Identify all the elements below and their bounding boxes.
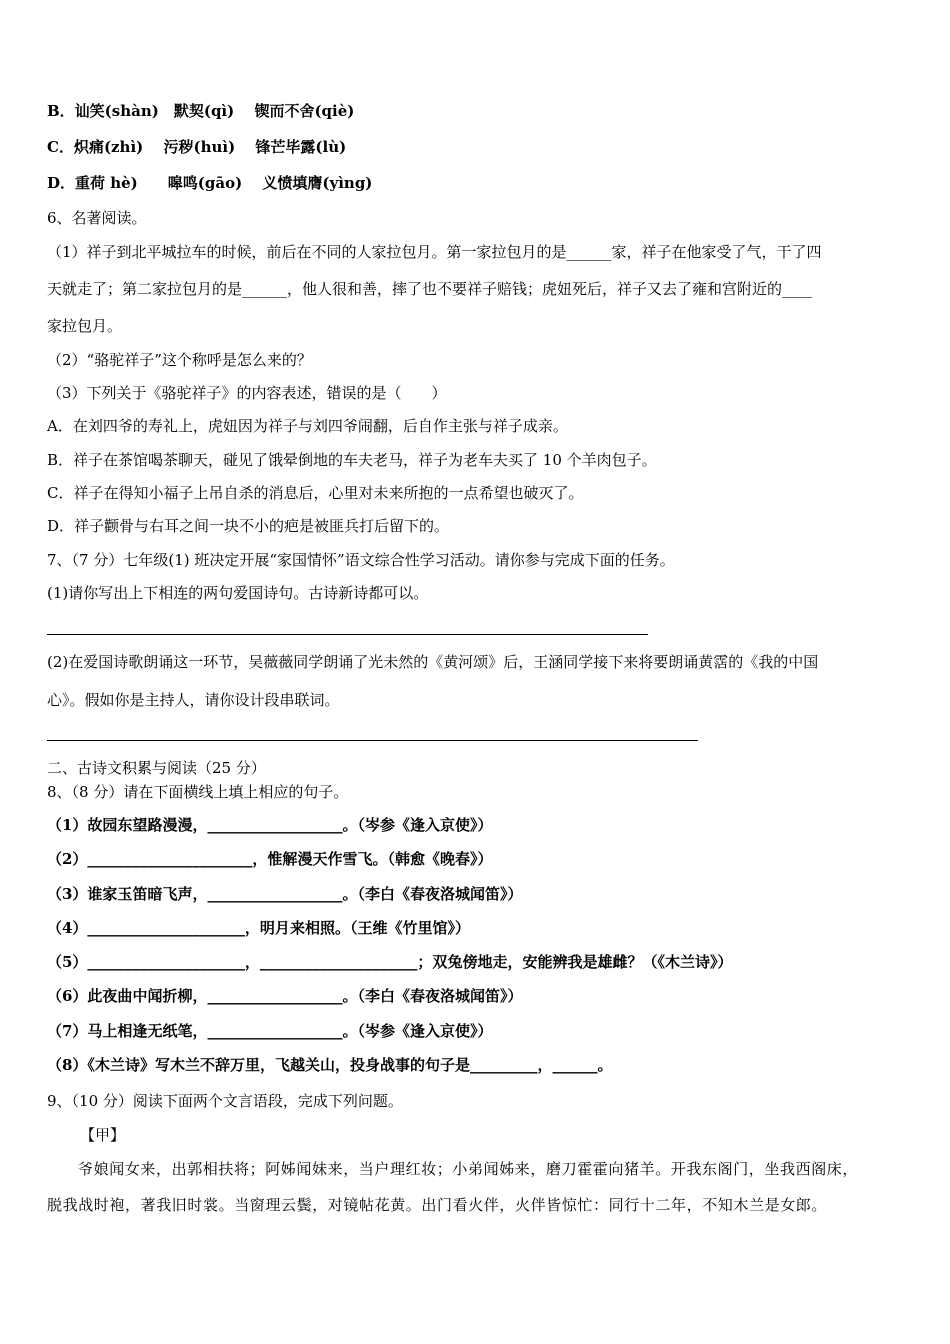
question-6-option-b: B．祥子在茶馆喝茶聊天，碰见了饿晕倒地的车夫老马，祥子为老车夫买了 10 个羊肉包子。	[47, 451, 657, 469]
question-6-part-1-line-1: （1）祥子到北平城拉车的时候，前后在不同的人家拉包月。第一家拉包月的是______家，祥子在他家受了气，干了四	[47, 243, 822, 261]
question-6-part-2: （2）“骆驼祥子”这个称呼是怎么来的？	[47, 351, 312, 369]
question-7-part-2-line-1: (2)在爱国诗歌朗诵这一环节，吴薇薇同学朗诵了光未然的《黄河颂》后，王涵同学接下来将要朗诵黄霑的《我的中国	[47, 653, 819, 671]
question-8-item-4: （4）_____________________，明月来相照。（王维《竹里馆》）	[47, 919, 470, 937]
question-8-item-5: （5）_____________________，_____________________；双兔傍地走，安能辨我是雄雌？（《木兰诗》）	[47, 953, 733, 971]
question-8-item-7: （7）马上相逢无纸笔，__________________。（岑参《逢入京使》）	[47, 1022, 493, 1040]
question-6-title: 6、名著阅读。	[47, 209, 147, 227]
question-7-part-2-line-2: 心》。假如你是主持人，请你设计段串联词。	[47, 691, 340, 709]
passage-line-2: 脱我战时袍，著我旧时裳。当窗理云鬓，对镜帖花黄。出门看火伴，火伴皆惊忙：同行十二年，不知木兰是女郎。	[47, 1196, 828, 1214]
question-7-title: 7、（7 分）七年级(1) 班决定开展“家国情怀”语文综合性学习活动。请你参与完成下面的任务。	[47, 551, 675, 569]
option-b: B．讪笑(shàn) 默契(qì) 锲而不舍(qiè)	[47, 102, 355, 120]
option-d: D．重荷 hè) 嗥鸣(gāo) 义愤填膺(yìng)	[47, 174, 373, 192]
question-7-part-1: (1)请你写出上下相连的两句爱国诗句。古诗新诗都可以。	[47, 584, 429, 602]
question-6-part-3: （3）下列关于《骆驼祥子》的内容表述，错误的是（ ）	[47, 384, 447, 402]
option-c: C．炽痛(zhì) 污秽(huì) 锋芒毕露(lù)	[47, 138, 347, 156]
question-8-item-1: （1）故园东望路漫漫，__________________。（岑参《逢入京使》）	[47, 816, 493, 834]
passage-label: 【甲】	[80, 1126, 126, 1144]
question-8-title: 8、（8 分）请在下面横线上填上相应的句子。	[47, 783, 349, 801]
section-2-heading: 二、古诗文积累与阅读（25 分）	[47, 759, 266, 777]
question-8-item-3: （3）谁家玉笛暗飞声，__________________。（李白《春夜洛城闻笛》）	[47, 885, 523, 903]
answer-line	[47, 634, 648, 635]
question-9-title: 9、（10 分）阅读下面两个文言语段，完成下列问题。	[47, 1092, 403, 1110]
question-8-item-2: （2）______________________，惟解漫天作雪飞。（韩愈《晚春》）	[47, 850, 493, 868]
question-6-option-d: D．祥子颧骨与右耳之间一块不小的疤是被匪兵打后留下的。	[47, 517, 450, 535]
question-6-option-c: C．祥子在得知小福子上吊自杀的消息后，心里对未来所抱的一点希望也破灭了。	[47, 484, 584, 502]
passage-line-1: 爷娘闻女来，出郭相扶将；阿姊闻妹来，当户理红妆；小弟闻姊来，磨刀霍霍向猪羊。开我东阁门，坐我西阁床，	[78, 1160, 859, 1178]
question-6-part-1-line-2: 天就走了；第二家拉包月的是______，他人很和善，摔了也不要祥子赔钱；虎妞死后，祥子又去了雍和宫附近的____	[47, 280, 813, 298]
question-6-part-1-line-3: 家拉包月。	[47, 317, 123, 335]
question-8-item-8: （8）《木兰诗》写木兰不辞万里，飞越关山，投身战事的句子是_________，______。	[47, 1056, 613, 1074]
question-8-item-6: （6）此夜曲中闻折柳，__________________。（李白《春夜洛城闻笛》）	[47, 987, 523, 1005]
answer-line	[47, 740, 698, 741]
question-6-option-a: A．在刘四爷的寿礼上，虎妞因为祥子与刘四爷闹翻，后自作主张与祥子成亲。	[47, 417, 568, 435]
